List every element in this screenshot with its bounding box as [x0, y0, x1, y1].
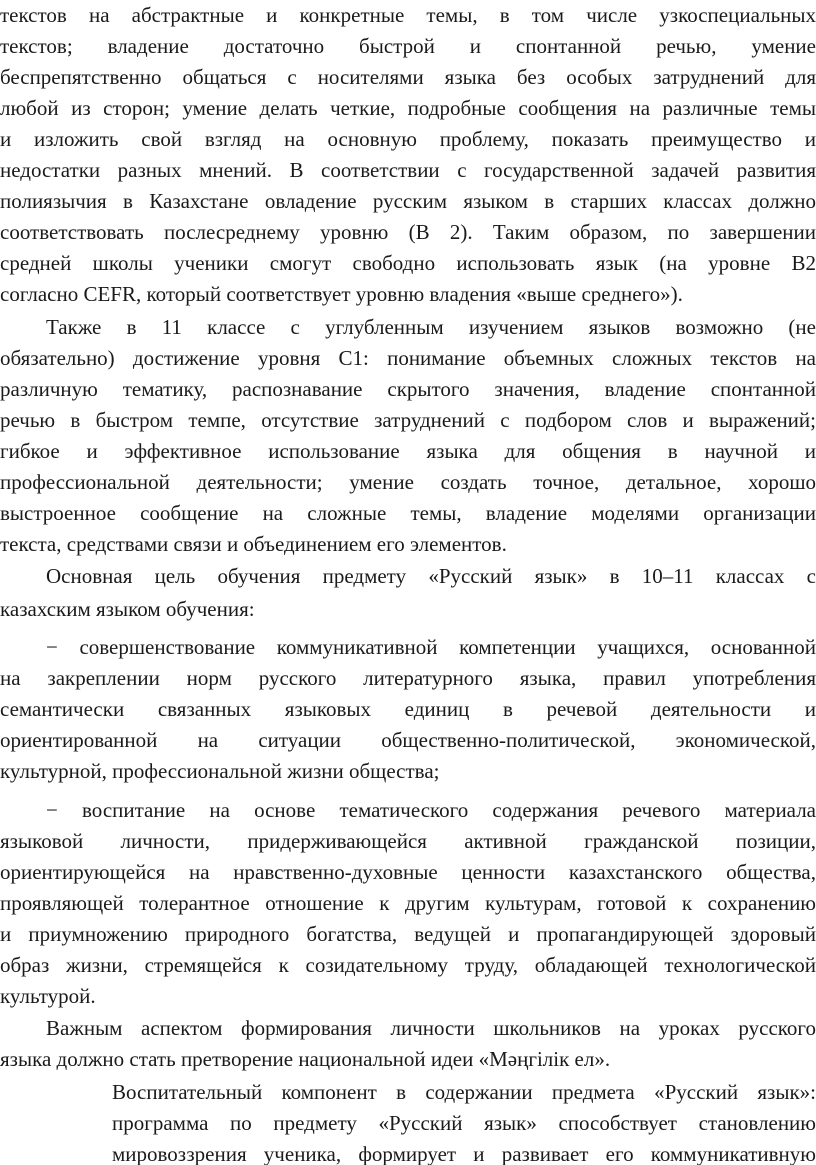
text-line: согласно CEFR, который соответствует уровню владения «выше среднего»).	[0, 282, 683, 306]
text-line: культурой.	[0, 984, 96, 1008]
text-line: Важным аспектом формирования личности школьников на уроках русского	[46, 1016, 816, 1040]
text-line: казахским языком обучения:	[0, 597, 255, 621]
text-line: Также в 11 классе с углубленным изучением языков возможно (не	[46, 315, 816, 339]
text-line: проявляющей толерантное отношение к другим культурам, готовой к сохранению	[0, 891, 816, 915]
text-line: − воспитание на основе тематического содержания речевого материала	[46, 798, 816, 822]
text-line: соответствовать послесреднему уровню (В 2). Таким образом, по завершении	[0, 220, 816, 244]
text-line: − совершенствование коммуникативной компетенции учащихся, основанной	[46, 635, 816, 659]
text-line: культурной, профессиональной жизни общества;	[0, 759, 440, 783]
text-line: образ жизни, стремящейся к созидательному труду, обладающей технологической	[0, 953, 816, 977]
text-line: языковой личности, придерживающейся активной гражданской позиции,	[0, 829, 816, 853]
text-line: текстов на абстрактные и конкретные темы, в том числе узкоспециальных	[0, 3, 816, 27]
text-line: текста, средствами связи и объединением его элементов.	[0, 532, 507, 556]
text-line: программа по предмету «Русский язык» способствует становлению	[112, 1111, 816, 1135]
text-line: на закреплении норм русского литературного языка, правил употребления	[0, 666, 816, 690]
text-line: речью в быстром темпе, отсутствие затруднений с подбором слов и выражений;	[0, 408, 816, 432]
text-line: любой из сторон; умение делать четкие, подробные сообщения на различные темы	[0, 96, 816, 120]
text-line: семантически связанных языковых единиц в речевой деятельности и	[0, 697, 816, 721]
text-line: профессиональной деятельности; умение создать точное, детальное, хорошо	[0, 470, 816, 494]
text-line: мировоззрения ученика, формирует и развивает его коммуникативную	[112, 1142, 816, 1165]
text-line: обязательно) достижение уровня С1: понимание объемных сложных текстов на	[0, 346, 816, 370]
text-line: Основная цель обучения предмету «Русский язык» в 10–11 классах с	[46, 564, 816, 588]
text-line: текстов; владение достаточно быстрой и спонтанной речью, умение	[0, 34, 816, 58]
text-line: Воспитательный компонент в содержании предмета «Русский язык»:	[112, 1080, 816, 1104]
text-line: выстроенное сообщение на сложные темы, владение моделями организации	[0, 501, 816, 525]
text-line: различную тематику, распознавание скрытого значения, владение спонтанной	[0, 377, 816, 401]
text-line: ориентирующейся на нравственно-духовные ценности казахстанского общества,	[0, 860, 816, 884]
text-line: беспрепятственно общаться с носителями языка без особых затруднений для	[0, 65, 816, 89]
text-line: и изложить свой взгляд на основную проблему, показать преимущество и	[0, 127, 816, 151]
text-line: ориентированной на ситуации общественно-политической, экономической,	[0, 728, 816, 752]
text-line: языка должно стать претворение национальной идеи «Мәңгілік ел».	[0, 1047, 611, 1071]
text-line: и приумножению природного богатства, ведущей и пропагандирующей здоровый	[0, 922, 816, 946]
text-line: средней школы ученики смогут свободно использовать язык (на уровне В2	[0, 251, 816, 275]
text-line: гибкое и эффективное использование языка для общения в научной и	[0, 439, 816, 463]
text-line: полиязычия в Казахстане овладение русским языком в старших классах должно	[0, 189, 816, 213]
text-line: недостатки разных мнений. В соответствии с государственной задачей развития	[0, 158, 816, 182]
